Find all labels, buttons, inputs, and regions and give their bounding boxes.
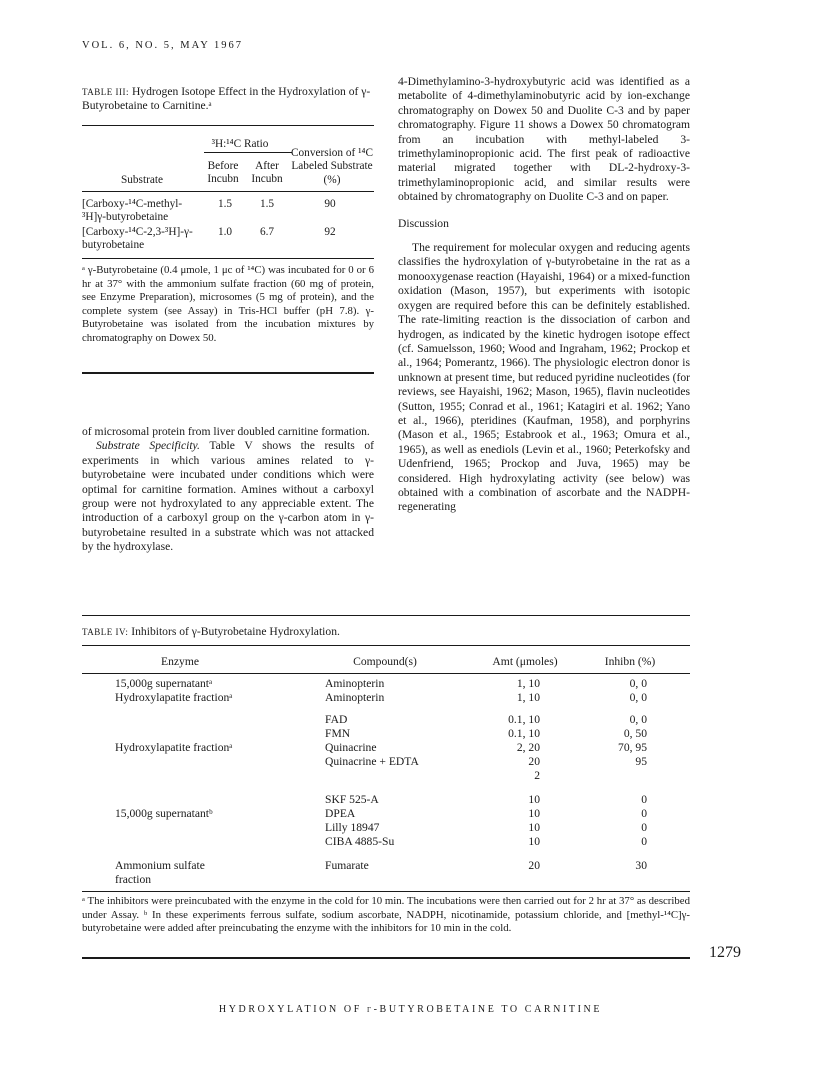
running-header: VOL. 6, NO. 5, MAY 1967 (82, 40, 244, 51)
table4-row11-compound: CIBA 4885-Su (325, 835, 395, 848)
table4-row8-inhib: 0 (641, 793, 647, 806)
table4-col-enzyme: Enzyme (161, 655, 199, 668)
table4-row5-inhib: 70, 95 (618, 741, 647, 754)
table4-row11-amt: 10 (528, 835, 540, 848)
table4-row3-compound: FAD (325, 713, 348, 726)
table4-row5-amt: 2, 20 (516, 741, 540, 754)
table3-group-rule (204, 152, 292, 153)
table4-row7-amt: 2 (534, 769, 540, 782)
table4-title-text: Inhibitors of γ-Butyrobetaine Hydroxylation. (131, 625, 340, 638)
table4-row3-amt: 0.1, 10 (508, 713, 540, 726)
table4-row9-compound: DPEA (325, 807, 356, 820)
table4-row2-enzyme: Hydroxylapatite fractionᵃ (115, 691, 233, 704)
table3-top-rule (82, 125, 374, 126)
table4-row1-inhib: 0, 0 (629, 677, 647, 690)
table3-row2-conversion: 92 (324, 226, 336, 238)
table4-row12-inhib: 30 (635, 859, 647, 872)
left-column-text (82, 425, 374, 555)
table4-row2-compound: Aminopterin (325, 691, 385, 704)
table3-label: TABLE III: (82, 87, 130, 97)
table3-header-rule (82, 191, 374, 192)
table4-row6-amt: 20 (528, 755, 540, 768)
table4-row6-inhib: 95 (635, 755, 647, 768)
table4-row1-amt: 1, 10 (516, 677, 540, 690)
table4-col-inhib: Inhibn (%) (604, 655, 656, 668)
right-paragraph-2: The requirement for molecular oxygen and reducing agents classifies the hydroxylation of γ-butyrobetaine in the rat as a monooxygenase reaction (Hayaishi, 1964) or a mixed-function oxidation (Mason, 1957), but experiments with isotopic oxygen are required before this can be definitely established. The rate-limiting reaction is the dissociation of carbon and hydrogen, as indicated by the kinetic hydrogen isotope effect (cf. Samuelsson, 1960; Wood and Ingraham, 1962; Prockop et al., 1964; Pomerantz, 1966). The physiologic electron donor is unknown at present time, but reduced pyridine nucleotides (for reviews, see Hayaishi, 1962; Mason, 1965), flavin nucleotides (Sutton, 1955; Conrad et al., 1961; Katagiri et al. 1962; Yano et al., 1966), pteridines (Kaufman, 1958), and porphyrins (Mason et al., 1965; Estabrook et al., 1963; Omura et al., 1965), as well as enediols (Levin et al., 1960; Peterkofsky and Udenfriend, 1965; Prockop and Juva, 1965) may be considered. High hydroxylating activity (see below) was obtained with a combination of ascorbate and the NADPH-regenerating (398, 241, 691, 514)
left-paragraph-2 (82, 439, 374, 554)
table3-col-substrate: Substrate (120, 174, 164, 186)
discussion-heading: Discussion (398, 216, 449, 230)
table4-row12-amt: 20 (528, 859, 540, 872)
table4-row10-compound: Lilly 18947 (325, 821, 380, 834)
table3-row1-after: 1.5 (259, 198, 275, 210)
table4-row3-inhib: 0, 0 (629, 713, 647, 726)
table4-row5-compound: Quinacrine (325, 741, 377, 754)
right-column-text (398, 75, 690, 515)
right-paragraph-1: 4-Dimethylamino-3-hydroxybutyric acid was identified as a metabolite of 4-dimethylaminobutyric acid by ion-exchange chromatography on Dowex 50 and Duolite C-3 and by paper chromatography. Figure 11 shows a Dowex 50 chromatogram from an incubation with methyl-labeled 3-trimethylaminopropionic acid. The first peak of radioactive material migrated together with DL-2-hydroxy-3-trimethylaminopropionic acid, and similar results were obtained by chromatography on Duolite C-3 and on paper. (398, 75, 690, 204)
table3-row1-substrate: [Carboxy-¹⁴C-methyl-³H]γ-butyrobetaine (82, 198, 183, 224)
table4-top-rule (82, 615, 690, 616)
table3-body-rule (82, 258, 374, 259)
page-number: 1279 (709, 944, 741, 961)
table3-bottom-rule (82, 372, 374, 374)
table4-col-amt: Amt (μmoles) (492, 655, 558, 668)
table3-row2-substrate: [Carboxy-¹⁴C-2,3-³H]-γ-butyrobetaine (82, 226, 193, 252)
table4-row4-compound: FMN (325, 727, 351, 740)
table4-row8-amt: 10 (528, 793, 540, 806)
table4-row12-enzyme: Ammonium sulfate fraction (115, 859, 205, 886)
table3-row2-before: 1.0 (217, 226, 233, 238)
table4-row2-amt: 1, 10 (516, 691, 540, 704)
table4-row10-inhib: 0 (641, 821, 647, 834)
table4-row9-enzyme: 15,000g supernatantᵇ (115, 807, 213, 820)
table3-group-header: ³H:¹⁴C Ratio (211, 138, 269, 150)
table4-row4-inhib: 0, 50 (623, 727, 647, 740)
table4-row1-compound: Aminopterin (325, 677, 385, 690)
table4-label: TABLE IV: (82, 627, 129, 637)
left-paragraph-1: of microsomal protein from liver doubled carnitine formation. (82, 425, 370, 438)
table4-col-compound: Compound(s) (353, 655, 417, 668)
table4-row1-enzyme: 15,000g supernatantᵃ (115, 677, 213, 690)
table3-title (82, 85, 374, 113)
table4-row8-compound: SKF 525-A (325, 793, 379, 806)
table4-title (82, 625, 340, 638)
table4-bottom-rule (82, 957, 690, 959)
table4-row5-enzyme: Hydroxylapatite fractionᵃ (115, 741, 233, 754)
table3-row1-conversion: 90 (324, 198, 336, 210)
table4-row9-inhib: 0 (641, 807, 647, 820)
table3-col-conversion: Conversion of ¹⁴C Labeled Substrate (%) (290, 147, 373, 186)
table4-row6-compound: Quinacrine + EDTA (325, 755, 419, 768)
table3-footnote: ᵃ γ-Butyrobetaine (0.4 μmole, 1 μc of ¹⁴C) was incubated for 0 or 6 hr at 37° with the ammonium sulfate fraction (60 mg of protein, see Enzyme Preparation), microsomes (5 mg of protein), and the complete system (see Assay) in Tris-HCl buffer (pH 7.8). γ-Butyrobetaine was isolated from the incubation mixtures by chromatography on Dowex 50. (82, 264, 374, 344)
table4-header-rule (82, 673, 690, 674)
table4-footnote: ᵃ The inhibitors were preincubated with the enzyme in the cold for 10 min. The incubations were then carried out for 2 hr at 37° as described under Assay. ᵇ In these experiments ferrous sulfate, sodium ascorbate, NADPH, nicotinamide, potassium chloride, and [methyl-¹⁴C]γ-butyrobetaine were added after preincubating the enzyme with the inhibitors for 10 min in the cold. (82, 895, 690, 935)
running-footer: HYDROXYLATION OF γ-BUTYROBETAINE TO CARNITINE (218, 1004, 603, 1015)
table4-body-rule (82, 891, 690, 892)
substrate-specificity-heading: Substrate Specificity. (96, 439, 200, 453)
table4-row10-amt: 10 (528, 821, 540, 834)
table3-col-after: After Incubn (251, 160, 283, 186)
table3-row2-after: 6.7 (259, 226, 275, 238)
table4-row11-inhib: 0 (641, 835, 647, 848)
table4-row12-compound: Fumarate (325, 859, 369, 872)
table4-title-rule (82, 645, 690, 646)
table3-col-before: Before Incubn (207, 160, 239, 186)
table4-row9-amt: 10 (528, 807, 540, 820)
table4-row4-amt: 0.1, 10 (508, 727, 540, 740)
table4-row2-inhib: 0, 0 (629, 691, 647, 704)
table3-row1-before: 1.5 (217, 198, 233, 210)
left-paragraph-2-text: Table V shows the results of experiments in which various amines related to γ-butyrobetaine were incubated under conditions which were optimal for carnitine formation. Amines without a carboxyl group were not hydroxylated to any appreciable extent. The introduction of a carboxyl group on the γ-carbon atom in γ-butyrobetaine resulted in a substrate which was not attacked by the hydroxylase. (82, 439, 374, 554)
table3-title-text: Hydrogen Isotope Effect in the Hydroxylation of γ-Butyrobetaine to Carnitine.ᵃ (82, 85, 371, 112)
